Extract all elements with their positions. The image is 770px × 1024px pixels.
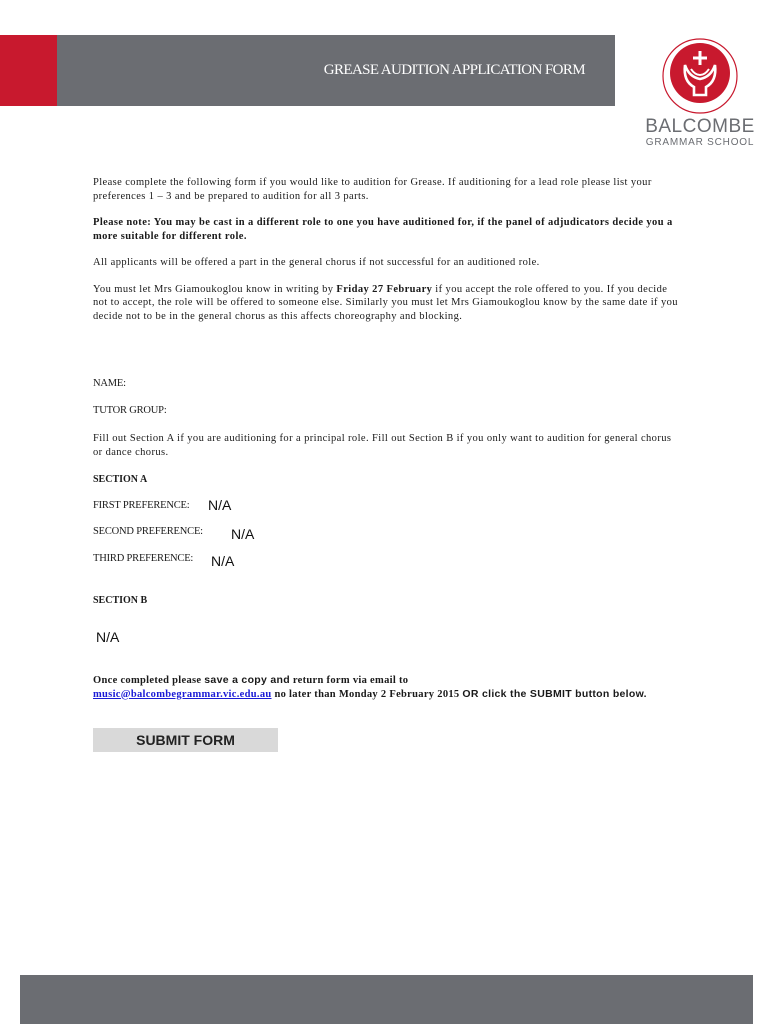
first-preference-label: FIRST PREFERENCE: bbox=[93, 500, 190, 511]
closing-instructions bbox=[93, 674, 653, 701]
second-preference-field[interactable]: N/A bbox=[231, 526, 255, 542]
header-accent-block bbox=[0, 35, 57, 106]
third-preference-label: THIRD PREFERENCE: bbox=[93, 553, 194, 564]
closing-text-3: return form via email to bbox=[289, 675, 409, 686]
deadline-paragraph bbox=[93, 283, 683, 324]
submit-form-button[interactable]: SUBMIT FORM bbox=[93, 728, 278, 752]
footer-band bbox=[20, 975, 753, 1024]
intro-section bbox=[93, 176, 683, 323]
email-link[interactable]: music@balcombegrammar.vic.edu.au bbox=[93, 688, 272, 700]
second-preference-label: SECOND PREFERENCE: bbox=[93, 526, 203, 537]
intro-paragraph: Please complete the following form if you would like to audition for Grease. If auditioning for a lead role please list your preferences 1 – 3 and be prepared to audition for all 3 parts. bbox=[93, 177, 652, 202]
deadline-date: Friday 27 February bbox=[336, 283, 433, 295]
form-title: GREASE AUDITION APPLICATION FORM bbox=[323, 62, 585, 78]
section-b-field[interactable]: N/A bbox=[96, 629, 120, 645]
title-banner bbox=[57, 35, 615, 106]
closing-text-4: no later than Monday 2 February 2015 bbox=[271, 688, 463, 700]
deadline-text-a: You must let Mrs Giamoukoglou know in writing by bbox=[93, 283, 337, 295]
name-label: NAME: bbox=[93, 378, 126, 389]
school-subtitle: GRAMMAR SCHOOL bbox=[645, 137, 755, 148]
school-logo bbox=[640, 37, 760, 157]
section-b-heading: SECTION B bbox=[93, 595, 148, 606]
closing-text-1: Once completed please bbox=[93, 675, 205, 686]
crest-icon bbox=[661, 37, 739, 115]
deadline-text-b: if you accept the role offered to you. If you decide not to accept, the role will be offered to someone else. Similarly you must let Mrs Giamoukoglou know by the same date if you decide not to be in the general chorus as this affects choreography and blocking. bbox=[93, 283, 678, 322]
school-name: BALCOMBE bbox=[645, 116, 755, 137]
tutor-group-label: TUTOR GROUP: bbox=[93, 405, 167, 416]
third-preference-field[interactable]: N/A bbox=[211, 553, 235, 569]
closing-text-5: OR click the SUBMIT button below. bbox=[462, 687, 647, 700]
chorus-paragraph: All applicants will be offered a part in the general chorus if not successful for an auditioned role. bbox=[93, 257, 540, 268]
note-paragraph: Please note: You may be cast in a different role to one you have auditioned for, if the panel of adjudicators decide you a more suitable for different role. bbox=[93, 217, 673, 242]
first-preference-field[interactable]: N/A bbox=[208, 497, 232, 513]
fillout-instructions: Fill out Section A if you are auditioning for a principal role. Fill out Section B if you only want to audition for general chorus or dance chorus. bbox=[93, 433, 672, 458]
section-a-heading: SECTION A bbox=[93, 474, 148, 485]
closing-text-2: save a copy and bbox=[204, 674, 290, 686]
